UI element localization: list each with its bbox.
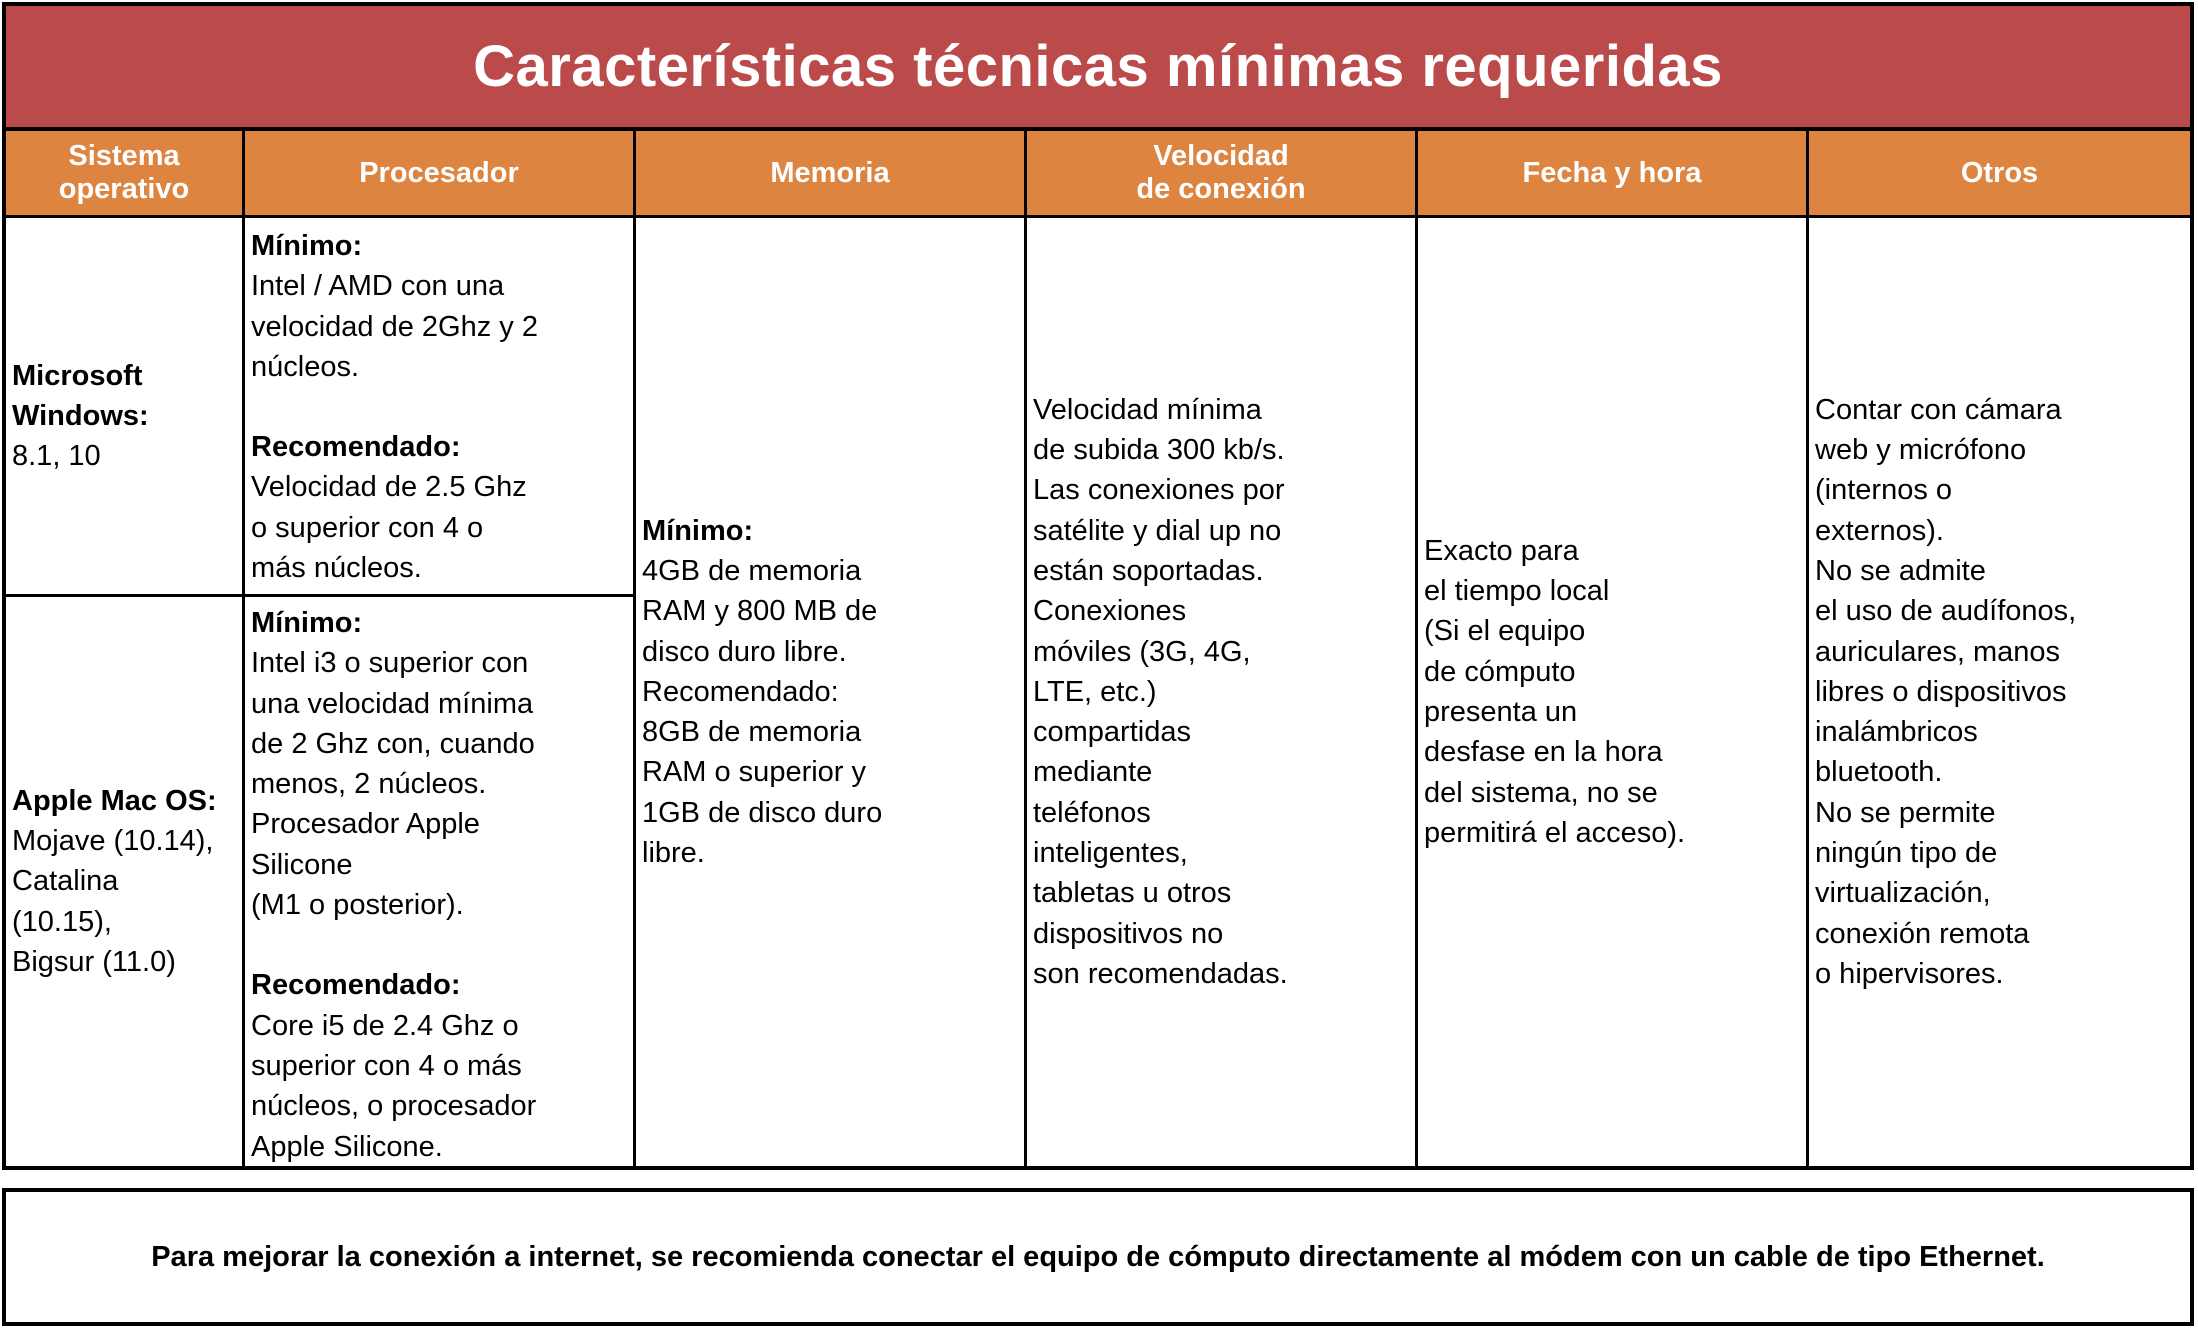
column-processor [245,218,636,1166]
table-body [6,218,2190,1166]
os-mac-name: Apple Mac OS: [12,784,217,817]
header-processor: Procesador [245,131,636,215]
footer-note-box [2,1188,2194,1326]
cell-connection-speed [1027,218,1415,1166]
row-divider-cpu [245,594,633,597]
connection-speed-text: Velocidad mínima de subida 300 kb/s. Las conexiones por satélite y dial up no están soportadas. Conexiones móviles (3G, 4G, LTE, etc.) compartidas mediante teléfonos inteligentes, tabletas u otros dispositivos no son recomendadas. [1033,393,1288,990]
others-text: Contar con cámara web y micrófono (internos o externos). No se admite el uso de audífonos, auriculares, manos libres o dispositivos inalámbricos bluetooth. No se permite ningún tipo de virtualización, conexión remota o hipervisores. [1815,393,2077,990]
header-others: Otros [1960,156,2039,189]
column-operating-system [6,218,245,1166]
os-windows-name: Microsoft Windows: [12,359,149,432]
cpu-windows-min-label: Mínimo: [251,230,363,262]
column-memory [636,218,1027,1166]
date-time-text: Exacto para el tiempo local (Si el equipo de cómputo presenta un desfase en la hora del sistema, no se permitirá el acceso). [1424,534,1686,849]
column-others [1809,218,2190,1166]
footer-note: Para mejorar la conexión a internet, se recomienda conectar el equipo de cómputo directamente al módem con un cable de tipo Ethernet. [151,1240,2045,1273]
memory-min-label: Mínimo: [642,514,754,547]
page-title: Características técnicas mínimas requeridas [473,34,1723,99]
cpu-mac-min-label: Mínimo: [251,607,363,639]
cell-memory [636,218,1024,1166]
cpu-windows-rec-text: Velocidad de 2.5 Ghz o superior con 4 o más núcleos. [251,471,527,585]
cell-os-windows [6,218,242,594]
header-operating-system: Sistema operativo [6,131,245,215]
cpu-windows-min-text: Intel / AMD con una velocidad de 2Ghz y 2 núcleos. [251,270,538,383]
header-connection-speed: Velocidad de conexión [1027,131,1418,215]
table-header-row [6,131,2190,218]
title-bar [6,6,2190,131]
os-windows-versions: 8.1, 10 [12,440,101,473]
cell-cpu-windows [245,226,633,588]
memory-text: 4GB de memoria RAM y 800 MB de disco duro libre. Recomendado: 8GB de memoria RAM o superior y 1GB de disco duro libre. [642,554,883,870]
column-connection-speed [1027,218,1418,1166]
header-memory: Memoria [636,131,1027,215]
cpu-mac-min-text: Intel i3 o superior con una velocidad mínima de 2 Ghz con, cuando menos, 2 núcleos. Procesador Apple Silicone (M1 o posterior). [251,647,535,922]
cell-others [1809,218,2190,1166]
cell-date-time [1418,218,1806,1166]
column-date-time [1418,218,1809,1166]
cpu-mac-rec-text: Core i5 de 2.4 Ghz o superior con 4 o más núcleos, o procesador Apple Silicone. [251,1009,537,1163]
os-mac-versions: Mojave (10.14), Catalina (10.15), Bigsur (11.0) [12,825,214,978]
requirements-table [2,2,2194,1170]
cpu-windows-rec-label: Recomendado: [251,431,461,464]
header-date-time: Fecha y hora [1418,131,1809,215]
cell-cpu-mac [245,603,633,1167]
cell-os-mac [6,597,242,1166]
cpu-mac-rec-label: Recomendado: [251,969,461,1002]
